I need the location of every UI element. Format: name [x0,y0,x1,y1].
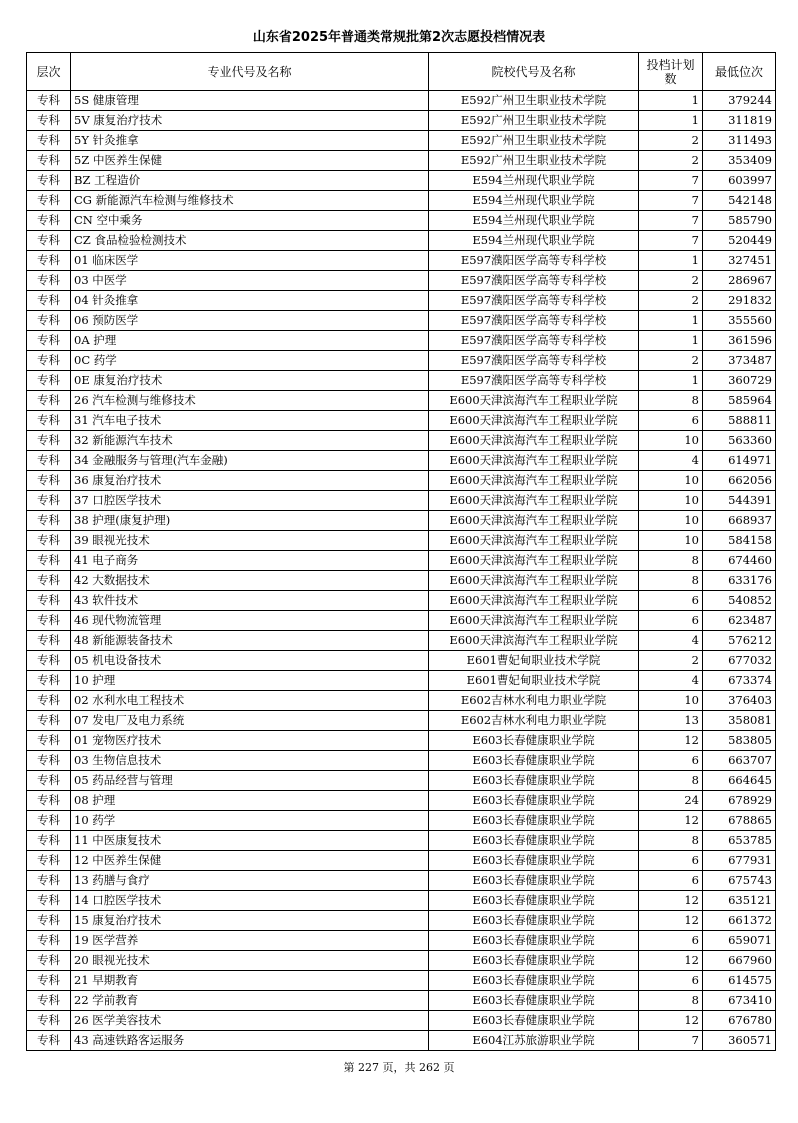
cell-level: 专科 [27,931,71,951]
cell-level: 专科 [27,891,71,911]
cell-level: 专科 [27,411,71,431]
header-major: 专业代号及名称 [71,53,429,91]
cell-level: 专科 [27,711,71,731]
cell-major: CZ 食品检验检测技术 [71,231,429,251]
table-row [27,831,776,851]
cell-major: 46 现代物流管理 [71,611,429,631]
cell-school: E600天津滨海汽车工程职业学院 [429,551,639,571]
cell-major: 43 软件技术 [71,591,429,611]
table-row [27,311,776,331]
cell-level: 专科 [27,431,71,451]
cell-level: 专科 [27,991,71,1011]
header-level: 层次 [27,53,71,91]
cell-rank: 675743 [703,871,776,891]
cell-plan: 8 [639,771,703,791]
table-row [27,531,776,551]
cell-major: 34 金融服务与管理(汽车金融) [71,451,429,471]
table-row [27,691,776,711]
table-row [27,411,776,431]
table-row [27,451,776,471]
cell-school: E597濮阳医学高等专科学校 [429,311,639,331]
cell-school: E600天津滨海汽车工程职业学院 [429,611,639,631]
table-row [27,771,776,791]
table-row [27,911,776,931]
table-row [27,731,776,751]
cell-plan: 10 [639,431,703,451]
cell-school: E603长春健康职业学院 [429,971,639,991]
cell-plan: 1 [639,91,703,111]
cell-major: 06 预防医学 [71,311,429,331]
table-row [27,471,776,491]
table-header-row [27,53,776,91]
cell-rank: 614971 [703,451,776,471]
cell-rank: 663707 [703,751,776,771]
cell-plan: 2 [639,291,703,311]
cell-major: 10 护理 [71,671,429,691]
cell-level: 专科 [27,971,71,991]
cell-level: 专科 [27,791,71,811]
cell-plan: 4 [639,631,703,651]
cell-rank: 520449 [703,231,776,251]
cell-rank: 664645 [703,771,776,791]
cell-school: E597濮阳医学高等专科学校 [429,351,639,371]
cell-rank: 633176 [703,571,776,591]
cell-major: 41 电子商务 [71,551,429,571]
cell-school: E603长春健康职业学院 [429,1011,639,1031]
cell-level: 专科 [27,811,71,831]
cell-level: 专科 [27,1011,71,1031]
table-row [27,1031,776,1051]
cell-rank: 379244 [703,91,776,111]
cell-rank: 291832 [703,291,776,311]
cell-rank: 585964 [703,391,776,411]
cell-school: E594兰州现代职业学院 [429,231,639,251]
cell-school: E604江苏旅游职业学院 [429,1031,639,1051]
cell-rank: 286967 [703,271,776,291]
cell-major: CG 新能源汽车检测与维修技术 [71,191,429,211]
cell-major: 05 药品经营与管理 [71,771,429,791]
cell-plan: 6 [639,851,703,871]
cell-rank: 661372 [703,911,776,931]
cell-rank: 584158 [703,531,776,551]
cell-level: 专科 [27,231,71,251]
cell-school: E602吉林水利电力职业学院 [429,711,639,731]
cell-major: 5V 康复治疗技术 [71,111,429,131]
cell-rank: 585790 [703,211,776,231]
cell-level: 专科 [27,371,71,391]
header-school: 院校代号及名称 [429,53,639,91]
cell-school: E603长春健康职业学院 [429,791,639,811]
table-row [27,151,776,171]
table-row [27,571,776,591]
cell-plan: 8 [639,831,703,851]
cell-level: 专科 [27,571,71,591]
header-plan: 投档计划数 [639,53,703,91]
cell-school: E600天津滨海汽车工程职业学院 [429,431,639,451]
cell-rank: 311493 [703,131,776,151]
cell-major: 19 医学营养 [71,931,429,951]
cell-plan: 1 [639,371,703,391]
cell-school: E592广州卫生职业技术学院 [429,131,639,151]
table-row [27,511,776,531]
cell-rank: 623487 [703,611,776,631]
cell-plan: 2 [639,131,703,151]
cell-plan: 12 [639,811,703,831]
cell-plan: 2 [639,151,703,171]
cell-level: 专科 [27,391,71,411]
cell-school: E594兰州现代职业学院 [429,171,639,191]
cell-level: 专科 [27,511,71,531]
cell-major: 22 学前教育 [71,991,429,1011]
cell-school: E601曹妃甸职业技术学院 [429,671,639,691]
cell-major: 02 水利水电工程技术 [71,691,429,711]
page-footer: 第 227 页，共 262 页 [343,1061,455,1074]
cell-level: 专科 [27,911,71,931]
cell-rank: 667960 [703,951,776,971]
cell-level: 专科 [27,271,71,291]
cell-plan: 7 [639,171,703,191]
cell-rank: 614575 [703,971,776,991]
cell-major: BZ 工程造价 [71,171,429,191]
cell-school: E603长春健康职业学院 [429,911,639,931]
cell-major: 36 康复治疗技术 [71,471,429,491]
table-row [27,1011,776,1031]
cell-level: 专科 [27,651,71,671]
cell-major: 20 眼视光技术 [71,951,429,971]
cell-rank: 659071 [703,931,776,951]
cell-plan: 6 [639,611,703,631]
cell-level: 专科 [27,151,71,171]
cell-rank: 583805 [703,731,776,751]
cell-level: 专科 [27,171,71,191]
cell-plan: 8 [639,991,703,1011]
cell-level: 专科 [27,471,71,491]
cell-rank: 360729 [703,371,776,391]
table-row [27,551,776,571]
table-row [27,851,776,871]
cell-plan: 10 [639,511,703,531]
cell-plan: 10 [639,531,703,551]
cell-plan: 12 [639,891,703,911]
cell-major: 05 机电设备技术 [71,651,429,671]
cell-school: E603长春健康职业学院 [429,851,639,871]
table-row [27,351,776,371]
cell-school: E603长春健康职业学院 [429,891,639,911]
cell-plan: 6 [639,931,703,951]
cell-level: 专科 [27,591,71,611]
cell-rank: 603997 [703,171,776,191]
cell-rank: 540852 [703,591,776,611]
cell-school: E592广州卫生职业技术学院 [429,91,639,111]
cell-major: 26 医学美容技术 [71,1011,429,1031]
cell-school: E600天津滨海汽车工程职业学院 [429,411,639,431]
cell-rank: 327451 [703,251,776,271]
cell-major: 11 中医康复技术 [71,831,429,851]
cell-rank: 576212 [703,631,776,651]
cell-school: E600天津滨海汽车工程职业学院 [429,591,639,611]
cell-plan: 8 [639,391,703,411]
cell-major: 26 汽车检测与维修技术 [71,391,429,411]
cell-plan: 10 [639,691,703,711]
cell-level: 专科 [27,251,71,271]
cell-school: E603长春健康职业学院 [429,871,639,891]
cell-major: 12 中医养生保健 [71,851,429,871]
cell-major: 08 护理 [71,791,429,811]
table-row [27,211,776,231]
table-row [27,491,776,511]
cell-level: 专科 [27,831,71,851]
table-row [27,811,776,831]
cell-major: 10 药学 [71,811,429,831]
cell-plan: 10 [639,471,703,491]
table-row [27,171,776,191]
cell-level: 专科 [27,671,71,691]
cell-plan: 6 [639,411,703,431]
cell-rank: 542148 [703,191,776,211]
cell-rank: 653785 [703,831,776,851]
admission-table [26,52,776,1051]
cell-major: 32 新能源汽车技术 [71,431,429,451]
cell-plan: 8 [639,571,703,591]
cell-school: E601曹妃甸职业技术学院 [429,651,639,671]
cell-plan: 2 [639,651,703,671]
cell-major: 01 临床医学 [71,251,429,271]
cell-school: E600天津滨海汽车工程职业学院 [429,391,639,411]
cell-level: 专科 [27,751,71,771]
table-row [27,391,776,411]
cell-plan: 12 [639,951,703,971]
cell-plan: 1 [639,311,703,331]
cell-major: 42 大数据技术 [71,571,429,591]
cell-level: 专科 [27,131,71,151]
cell-major: 38 护理(康复护理) [71,511,429,531]
cell-school: E603长春健康职业学院 [429,991,639,1011]
table-row [27,111,776,131]
cell-plan: 24 [639,791,703,811]
cell-rank: 544391 [703,491,776,511]
cell-school: E603长春健康职业学院 [429,751,639,771]
table-row [27,131,776,151]
cell-level: 专科 [27,311,71,331]
cell-rank: 311819 [703,111,776,131]
cell-school: E603长春健康职业学院 [429,771,639,791]
table-row [27,191,776,211]
cell-major: 15 康复治疗技术 [71,911,429,931]
cell-rank: 373487 [703,351,776,371]
cell-school: E603长春健康职业学院 [429,731,639,751]
table-row [27,271,776,291]
table-row [27,651,776,671]
cell-rank: 563360 [703,431,776,451]
cell-school: E602吉林水利电力职业学院 [429,691,639,711]
cell-level: 专科 [27,1031,71,1051]
cell-school: E597濮阳医学高等专科学校 [429,271,639,291]
cell-major: 07 发电厂及电力系统 [71,711,429,731]
cell-level: 专科 [27,611,71,631]
cell-school: E603长春健康职业学院 [429,831,639,851]
cell-school: E594兰州现代职业学院 [429,191,639,211]
cell-rank: 588811 [703,411,776,431]
cell-major: 0C 药学 [71,351,429,371]
cell-school: E603长春健康职业学院 [429,811,639,831]
cell-plan: 6 [639,591,703,611]
cell-school: E597濮阳医学高等专科学校 [429,371,639,391]
cell-school: E597濮阳医学高等专科学校 [429,291,639,311]
cell-plan: 12 [639,911,703,931]
cell-school: E594兰州现代职业学院 [429,211,639,231]
cell-plan: 1 [639,331,703,351]
cell-plan: 4 [639,451,703,471]
cell-rank: 355560 [703,311,776,331]
table-row [27,871,776,891]
cell-school: E603长春健康职业学院 [429,951,639,971]
table-row [27,931,776,951]
cell-school: E592广州卫生职业技术学院 [429,111,639,131]
cell-plan: 2 [639,271,703,291]
table-row [27,751,776,771]
cell-plan: 2 [639,351,703,371]
cell-plan: 12 [639,1011,703,1031]
cell-major: 39 眼视光技术 [71,531,429,551]
cell-level: 专科 [27,351,71,371]
table-row [27,431,776,451]
cell-level: 专科 [27,291,71,311]
cell-plan: 6 [639,871,703,891]
cell-rank: 353409 [703,151,776,171]
cell-rank: 668937 [703,511,776,531]
cell-major: CN 空中乘务 [71,211,429,231]
cell-level: 专科 [27,191,71,211]
table-row [27,331,776,351]
cell-plan: 7 [639,211,703,231]
table-row [27,371,776,391]
header-rank: 最低位次 [703,53,776,91]
table-row [27,231,776,251]
cell-school: E600天津滨海汽车工程职业学院 [429,631,639,651]
table-row [27,791,776,811]
cell-level: 专科 [27,451,71,471]
cell-major: 13 药膳与食疗 [71,871,429,891]
cell-school: E600天津滨海汽车工程职业学院 [429,471,639,491]
cell-rank: 677931 [703,851,776,871]
cell-plan: 10 [639,491,703,511]
cell-level: 专科 [27,491,71,511]
cell-level: 专科 [27,551,71,571]
cell-level: 专科 [27,731,71,751]
cell-level: 专科 [27,871,71,891]
cell-major: 21 早期教育 [71,971,429,991]
cell-rank: 678929 [703,791,776,811]
table-row [27,611,776,631]
cell-plan: 12 [639,731,703,751]
cell-major: 0E 康复治疗技术 [71,371,429,391]
cell-plan: 1 [639,251,703,271]
table-row [27,971,776,991]
cell-plan: 1 [639,111,703,131]
cell-school: E597濮阳医学高等专科学校 [429,331,639,351]
cell-rank: 673374 [703,671,776,691]
table-row [27,991,776,1011]
cell-rank: 376403 [703,691,776,711]
page-title: 山东省2025年普通类常规批第2次志愿投档情况表 [252,30,546,45]
table-row [27,631,776,651]
table-body [27,91,776,1051]
cell-major: 5S 健康管理 [71,91,429,111]
cell-plan: 8 [639,551,703,571]
cell-major: 03 生物信息技术 [71,751,429,771]
cell-major: 43 高速铁路客运服务 [71,1031,429,1051]
cell-major: 5Z 中医养生保健 [71,151,429,171]
cell-major: 01 宠物医疗技术 [71,731,429,751]
cell-rank: 361596 [703,331,776,351]
cell-school: E600天津滨海汽车工程职业学院 [429,511,639,531]
table-row [27,291,776,311]
cell-rank: 676780 [703,1011,776,1031]
cell-school: E600天津滨海汽车工程职业学院 [429,451,639,471]
cell-school: E597濮阳医学高等专科学校 [429,251,639,271]
cell-plan: 6 [639,971,703,991]
cell-major: 0A 护理 [71,331,429,351]
table-row [27,891,776,911]
cell-school: E603长春健康职业学院 [429,931,639,951]
cell-major: 03 中医学 [71,271,429,291]
cell-plan: 7 [639,191,703,211]
cell-school: E600天津滨海汽车工程职业学院 [429,571,639,591]
table-row [27,91,776,111]
table-row [27,591,776,611]
cell-rank: 678865 [703,811,776,831]
cell-level: 专科 [27,531,71,551]
cell-school: E600天津滨海汽车工程职业学院 [429,531,639,551]
cell-major: 48 新能源装备技术 [71,631,429,651]
table-row [27,251,776,271]
cell-plan: 6 [639,751,703,771]
cell-rank: 677032 [703,651,776,671]
cell-rank: 673410 [703,991,776,1011]
cell-plan: 7 [639,231,703,251]
table-row [27,711,776,731]
cell-rank: 360571 [703,1031,776,1051]
table-row [27,951,776,971]
cell-major: 04 针灸推拿 [71,291,429,311]
cell-school: E600天津滨海汽车工程职业学院 [429,491,639,511]
cell-plan: 13 [639,711,703,731]
cell-level: 专科 [27,211,71,231]
cell-level: 专科 [27,691,71,711]
cell-level: 专科 [27,771,71,791]
cell-level: 专科 [27,331,71,351]
cell-level: 专科 [27,91,71,111]
cell-rank: 358081 [703,711,776,731]
cell-major: 14 口腔医学技术 [71,891,429,911]
cell-rank: 662056 [703,471,776,491]
cell-major: 37 口腔医学技术 [71,491,429,511]
cell-school: E592广州卫生职业技术学院 [429,151,639,171]
cell-major: 31 汽车电子技术 [71,411,429,431]
cell-level: 专科 [27,951,71,971]
cell-rank: 674460 [703,551,776,571]
cell-level: 专科 [27,111,71,131]
cell-plan: 4 [639,671,703,691]
table-row [27,671,776,691]
cell-level: 专科 [27,631,71,651]
cell-major: 5Y 针灸推拿 [71,131,429,151]
cell-rank: 635121 [703,891,776,911]
cell-level: 专科 [27,851,71,871]
cell-plan: 7 [639,1031,703,1051]
